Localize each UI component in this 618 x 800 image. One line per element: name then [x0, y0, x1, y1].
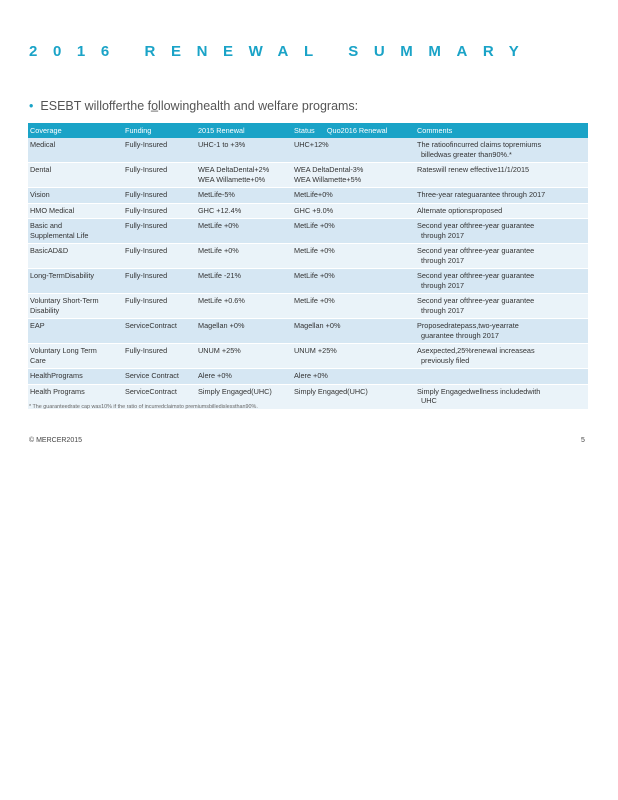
funding-text: Fully-Insured [125, 190, 168, 200]
renewal-2015-text: UNUM +25% [198, 346, 241, 356]
cell-2015-renewal [196, 219, 292, 244]
header-2015-renewal: 2015 Renewal [196, 123, 292, 138]
cell-coverage [28, 294, 123, 319]
cell-coverage [28, 344, 123, 369]
table-row [28, 369, 588, 384]
funding-text: Fully-Insured [125, 165, 168, 175]
table-row [28, 138, 588, 162]
cell-funding [123, 319, 196, 344]
comment-text-line2: through 2017 [421, 305, 465, 315]
cell-coverage [28, 244, 123, 269]
coverage-text: BasicAD&D [30, 246, 69, 256]
comment-text: Second year ofthree-year guarantee [417, 271, 535, 281]
cell-comments [415, 344, 588, 369]
renewal-2016-text: MetLife +0% [294, 271, 335, 281]
cell-2016-renewal [292, 319, 415, 344]
page-title: 2016 RENEWAL SUMMARY [29, 43, 535, 60]
cell-comments [415, 219, 588, 244]
cell-2015-renewal [196, 244, 292, 269]
cell-2016-renewal [292, 384, 415, 409]
cell-funding [123, 203, 196, 218]
cell-2016-renewal [292, 188, 415, 203]
comment-text: Simply Engagedwellness includedwith [417, 386, 541, 396]
cell-coverage [28, 188, 123, 203]
coverage-text: Medical [30, 140, 56, 150]
comment-text: Proposedratepass,two-yearrate [417, 321, 519, 331]
funding-text: ServiceContract [125, 321, 177, 331]
cell-2016-renewal [292, 163, 415, 188]
renewal-2015-text: MetLife +0% [198, 221, 239, 231]
cell-comments [415, 384, 588, 409]
cell-2016-renewal [292, 344, 415, 369]
renewal-2015-text: UHC-1 to +3% [198, 140, 246, 150]
header-status-quo-2016-renewal: Status Quo2016 Renewal [292, 123, 415, 138]
renewal-2015-text: WEA DeltaDental+2% [198, 165, 270, 175]
cell-funding [123, 188, 196, 203]
renewal-2015-text: Alere +0% [198, 371, 232, 381]
comment-text: Second year ofthree-year guarantee [417, 246, 535, 256]
renewal-2016-text: GHC +9.0% [294, 205, 334, 215]
funding-text: ServiceContract [125, 386, 177, 396]
table-row [28, 203, 588, 218]
comment-text-line2: through 2017 [421, 230, 465, 240]
comment-text: Second year ofthree-year guarantee [417, 221, 535, 231]
cell-coverage [28, 369, 123, 384]
cell-comments [415, 294, 588, 319]
cell-comments [415, 319, 588, 344]
cell-2016-renewal [292, 369, 415, 384]
renewal-2015-text-line2: WEA Willamette+0% [198, 174, 266, 184]
bullet-icon: • [29, 99, 34, 113]
cell-coverage [28, 319, 123, 344]
renewal-2016-text: Magellan +0% [294, 321, 341, 331]
table-row [28, 269, 588, 294]
table-row [28, 244, 588, 269]
table-row [28, 344, 588, 369]
table-row [28, 188, 588, 203]
funding-text: Fully-Insured [125, 246, 168, 256]
page-number: 5 [581, 437, 585, 444]
renewal-2016-text: MetLife+0% [294, 190, 333, 200]
cell-comments [415, 163, 588, 188]
coverage-text: EAP [30, 321, 45, 331]
comment-text: Second year ofthree-year guarantee [417, 296, 535, 306]
cell-funding [123, 344, 196, 369]
cell-comments [415, 244, 588, 269]
comment-text-line2: through 2017 [421, 255, 465, 265]
renewal-2015-text: MetLife-5% [198, 190, 235, 200]
comment-text: Rateswill renew effective11/1/2015 [417, 165, 530, 175]
renewal-2016-text: WEA DeltaDental-3% [294, 165, 364, 175]
table-header-row [28, 123, 588, 138]
cell-funding [123, 138, 196, 162]
renewal-2016-text: Alere +0% [294, 371, 328, 381]
renewal-2016-text: MetLife +0% [294, 246, 335, 256]
copyright: © MERCER2015 [29, 437, 83, 444]
renewal-2015-text: GHC +12.4% [198, 205, 242, 215]
header-comments: Comments [415, 123, 588, 138]
cell-funding [123, 269, 196, 294]
cell-2016-renewal [292, 138, 415, 162]
coverage-text-line2: Supplemental Life [30, 230, 89, 240]
cell-coverage [28, 203, 123, 218]
renewal-2016-text-line2: WEA Willamette+5% [294, 174, 362, 184]
coverage-text-line2: Care [30, 355, 46, 365]
cell-funding [123, 163, 196, 188]
comment-text-line2: UHC [421, 396, 437, 406]
cell-2015-renewal [196, 163, 292, 188]
coverage-text: Voluntary Short-Term [30, 296, 99, 306]
funding-text: Fully-Insured [125, 346, 168, 356]
funding-text: Fully-Insured [125, 271, 168, 281]
coverage-text: Health Programs [30, 386, 85, 396]
funding-text: Fully-Insured [125, 296, 168, 306]
cell-2016-renewal [292, 244, 415, 269]
cell-comments [415, 269, 588, 294]
header-coverage: Coverage [28, 123, 123, 138]
comment-text-line2: previously filed [421, 355, 470, 365]
funding-text: Fully-Insured [125, 221, 168, 231]
comment-text: Alternate optionsproposed [417, 205, 503, 215]
renewal-2015-text: MetLife +0% [198, 246, 239, 256]
cell-2015-renewal [196, 344, 292, 369]
funding-text: Fully-Insured [125, 140, 168, 150]
cell-coverage [28, 163, 123, 188]
renewal-2015-text: MetLife -21% [198, 271, 241, 281]
cell-2015-renewal [196, 203, 292, 218]
cell-coverage [28, 269, 123, 294]
cell-comments [415, 203, 588, 218]
comment-text: Asexpected,25%renewal increaseas [417, 346, 535, 356]
header-funding: Funding [123, 123, 196, 138]
cell-2016-renewal [292, 203, 415, 218]
intro-line [29, 99, 358, 113]
cell-coverage [28, 219, 123, 244]
cell-2015-renewal [196, 294, 292, 319]
renewal-2016-text: MetLife +0% [294, 296, 335, 306]
renewal-2015-text: MetLife +0.6% [198, 296, 245, 306]
coverage-text: Dental [30, 165, 52, 175]
cell-funding [123, 244, 196, 269]
renewal-2015-text: Simply Engaged(UHC) [198, 386, 272, 396]
funding-text: Fully-Insured [125, 205, 168, 215]
coverage-text-line2: Disability [30, 305, 60, 315]
cell-2015-renewal [196, 319, 292, 344]
cell-coverage [28, 138, 123, 162]
coverage-text: HMO Medical [30, 205, 75, 215]
cell-2016-renewal [292, 294, 415, 319]
coverage-text: Voluntary Long Term [30, 346, 97, 356]
renewal-2016-text: UNUM +25% [294, 346, 337, 356]
comment-text-line2: guarantee through 2017 [421, 330, 499, 340]
table-row [28, 294, 588, 319]
comment-text-line2: through 2017 [421, 280, 465, 290]
cell-2016-renewal [292, 269, 415, 294]
cell-comments [415, 188, 588, 203]
coverage-text: Vision [30, 190, 50, 200]
cell-comments [415, 138, 588, 162]
coverage-text: HealthPrograms [30, 371, 83, 381]
cell-2015-renewal [196, 188, 292, 203]
cell-funding [123, 219, 196, 244]
cell-funding [123, 369, 196, 384]
cell-2015-renewal [196, 138, 292, 162]
cell-comments [415, 369, 588, 384]
renewal-2016-text: Simply Engaged(UHC) [294, 386, 368, 396]
renewal-2016-text: MetLife +0% [294, 221, 335, 231]
comment-text: The ratioofincurred claims topremiums [417, 140, 542, 150]
renewal-2015-text: Magellan +0% [198, 321, 245, 331]
comment-text-line2: billedwas greater than90%.* [421, 149, 512, 159]
table-row [28, 319, 588, 344]
cell-2016-renewal [292, 219, 415, 244]
cell-funding [123, 294, 196, 319]
renewal-2016-text: UHC+12% [294, 140, 329, 150]
coverage-text: Long-TermDisability [30, 271, 95, 281]
intro-text: ESEBT willofferthe fo̲llowinghealth and welfare programs: [40, 99, 359, 113]
footnote: * The guaranteedrate cap was10% if the ratio of incurredclaimsto premiumsbilledislessthan90%. [29, 404, 258, 410]
cell-2015-renewal [196, 269, 292, 294]
comment-text: Three-year rateguarantee through 2017 [417, 190, 546, 200]
coverage-text: Basic and [30, 221, 63, 231]
table-row [28, 219, 588, 244]
table-row [28, 163, 588, 188]
cell-2015-renewal [196, 369, 292, 384]
funding-text: Service Contract [125, 371, 179, 381]
renewal-table [28, 123, 588, 410]
